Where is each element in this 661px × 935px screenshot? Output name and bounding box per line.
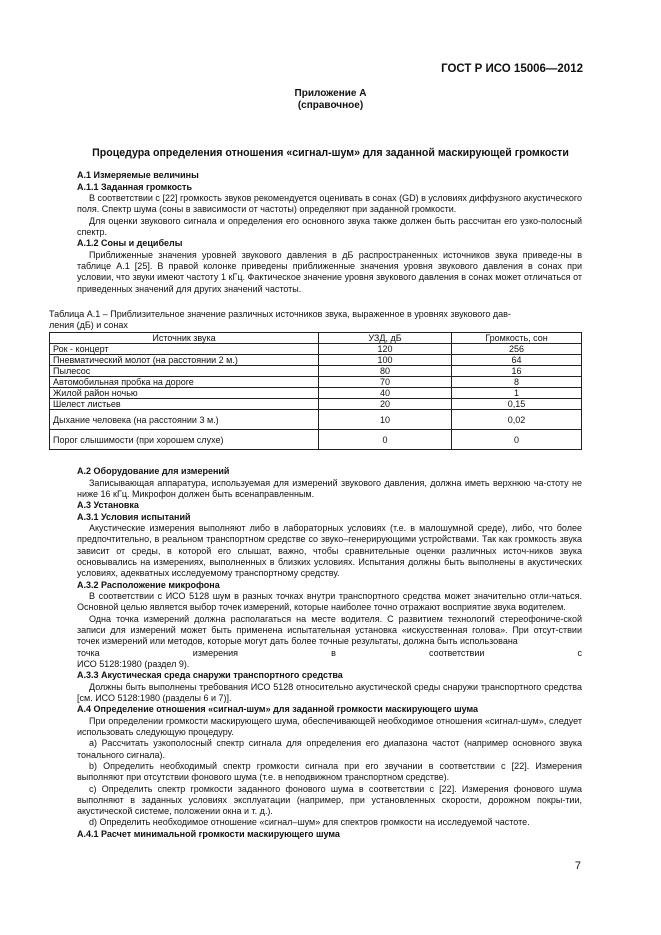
table-cell: 80 bbox=[319, 366, 452, 377]
table-cell: Шелест листьев bbox=[50, 399, 319, 410]
table-cell: 1 bbox=[452, 388, 582, 399]
table-cell: 0 bbox=[452, 430, 582, 450]
table-cell: Порог слышимости (при хорошем слухе) bbox=[50, 430, 319, 450]
table-row bbox=[50, 410, 582, 430]
table-cell: 10 bbox=[319, 410, 452, 430]
paragraph: Акустические измерения выполняют либо в лабораторных условиях (т.е. в малошумной среде), либо, что более предпочтительно, в реальном транспортном средстве со звуко–генерирующими устройствами. Так как громкость звука зависит от среды, в которой его слышат, важно, чтобы сравнительные оценки различных источ-ников звука основывались на измерениях, выполненных в близких условиях. Испытания должны быть выполнены в акустических условиях, адекватных исследуемому транспортному средству. bbox=[77, 523, 582, 579]
heading-a12: А.1.2 Соны и децибелы bbox=[77, 238, 183, 249]
table-header-cell: Источник звука bbox=[50, 333, 319, 344]
paragraph: Должны быть выполнены требования ИСО 5128 относительно акустической среды снаружи транспортного средства [см. ИСО 5128:1980 (разделы 6 и 7)]. bbox=[77, 681, 582, 703]
table-header-row bbox=[50, 333, 582, 344]
table-row bbox=[50, 388, 582, 399]
heading-a2: А.2 Оборудование для измерений bbox=[77, 466, 230, 476]
heading-a31: А.3.1 Условия испытаний bbox=[77, 511, 191, 522]
table-cell: 20 bbox=[319, 399, 452, 410]
table-cell: Пылесос bbox=[50, 366, 319, 377]
paragraph: Одна точка измерений должна располагаться на месте водителя. С развитием технологий стереофониче-ской записи для измерений может быть применена испытательная установка «искусственная голова». При отсут-ствии точек измерений или методов, которые могут дать более точные результаты, должна быть использована bbox=[77, 613, 582, 647]
table-cell: 70 bbox=[319, 377, 452, 388]
list-item: b) Определить необходимый спектр громкости сигнала при его звучании в соответствии с [22]. Измерения выполняют при отсутствии фонового шума (т.е. в неподвижном транспортном средстве). bbox=[77, 760, 582, 783]
annex-type: (справочное) bbox=[297, 100, 364, 111]
table-cell: Дыхание человека (на расстоянии 3 м.) bbox=[50, 410, 319, 430]
table-cell: 40 bbox=[319, 388, 452, 399]
table-cell: 256 bbox=[452, 344, 582, 355]
table-cell: Жилой район ночью bbox=[50, 388, 319, 399]
table-cell: 0,02 bbox=[452, 410, 582, 430]
section-a2-a4 bbox=[77, 466, 582, 840]
sound-sources-table bbox=[49, 332, 582, 450]
table-cell: Пневматический молот (на расстоянии 2 м.) bbox=[50, 355, 319, 366]
standard-number: ГОСТ Р ИСО 15006—2012 bbox=[441, 63, 583, 75]
page-number: 7 bbox=[574, 860, 581, 872]
table-row bbox=[50, 366, 582, 377]
table-cell: 64 bbox=[452, 355, 582, 366]
heading-a33: А.3.3 Акустическая среда снаружи транспортного средства bbox=[77, 670, 343, 681]
list-item: c) Определить спектр громкости заданного фонового шума в соответствии с [22]. Измерения фонового шума выполняют в заданных условиях эксплуатации (например, при установленных скорости, дорожном покры-тии, акустической системе, положении окна и т. д.). bbox=[77, 783, 582, 817]
table-cell: 16 bbox=[452, 366, 582, 377]
line: ИСО 5128:1980 (раздел 9). bbox=[77, 658, 190, 669]
table-cell: 0,15 bbox=[452, 399, 582, 410]
paragraph: При определении громкости маскирующего шума, обеспечивающей необходимое отношения «сигнал-шум», следует использовать следующую процедуру. bbox=[77, 715, 582, 738]
table-cell: 100 bbox=[319, 355, 452, 366]
table-cell: 120 bbox=[319, 344, 452, 355]
spaced-line: точка измерения в соответствии с bbox=[77, 647, 582, 658]
table-header-cell: УЗД, дБ bbox=[319, 333, 452, 344]
table-row bbox=[50, 355, 582, 366]
heading-a3: А.3 Установка bbox=[77, 500, 139, 511]
table-cell: Автомобильная пробка на дороге bbox=[50, 377, 319, 388]
section-a1 bbox=[77, 170, 582, 295]
table-header-cell: Громкость, сон bbox=[452, 333, 582, 344]
heading-a1: А.1 Измеряемые величины bbox=[77, 170, 199, 180]
main-title: Процедура определения отношения «сигнал-шум» для заданной маскирующей громкости bbox=[92, 147, 569, 159]
paragraph: Приближенные значения уровней звукового давления в дБ распространенных источников звука приведе-ны в таблице А.1 [25]. В правой колонке приведены приближенные значения уровня звукового давления в сонах при условии, что звуки имеют частоту 1 кГц. Фактическое значение уровня звукового давления в сонах может отличаться от приведенных значений для других значений частоты. bbox=[77, 249, 582, 294]
heading-a32: А.3.2 Расположение микрофона bbox=[77, 579, 220, 590]
heading-a11: А.1.1 Заданная громкость bbox=[77, 181, 192, 192]
paragraph: Для оценки звукового сигнала и определения его основного звука также должен быть рассчитан его узко-полосный спектр. bbox=[77, 215, 582, 237]
table-cell: 8 bbox=[452, 377, 582, 388]
table-cell: 0 bbox=[319, 430, 452, 450]
table-caption: Таблица А.1 – Приблизительное значение различных источников звука, выраженное в уровнях звукового дав- ления (дБ) и сонах bbox=[49, 309, 511, 330]
table-row bbox=[50, 399, 582, 410]
list-item: d) Определить необходимое отношение «сигнал–шум» для спектров громкости на исследуемой частоте. bbox=[89, 817, 530, 828]
heading-a4: А.4 Определение отношения «сигнал-шум» для заданной громкости маскирующего шума bbox=[77, 704, 479, 715]
table-cell: Рок - концерт bbox=[50, 344, 319, 355]
table-row bbox=[50, 377, 582, 388]
heading-a41: А.4.1 Расчет минимальной громкости маскирующего шума bbox=[77, 828, 340, 839]
table-row bbox=[50, 430, 582, 450]
paragraph: В соответствии с ИСО 5128 шум в разных точках внутри транспортного средства может значительно отли-чаться. Основной целью является выбор точек измерений, которые наиболее точно отражают восприятие звука водителем. bbox=[77, 591, 582, 613]
list-item: а) Рассчитать узкополосный спектр сигнала для определения его диапазона частот (например основного звука тонального сигнала). bbox=[77, 738, 582, 760]
table-row bbox=[50, 344, 582, 355]
annex-title: Приложение А bbox=[294, 88, 367, 99]
paragraph: Записывающая аппаратура, используемая для измерений звукового давления, должна иметь верхнюю ча-стоту не ниже 16 кГц. Микрофон должен быть всенаправленным. bbox=[77, 477, 582, 499]
paragraph: В соответствии с [22] громкость звуков рекомендуется оценивать в сонах (GD) в условиях диффузного акустического поля. Спектр шума (соны в зависимости от частоты) определяют при заданной громкости. bbox=[77, 193, 582, 215]
